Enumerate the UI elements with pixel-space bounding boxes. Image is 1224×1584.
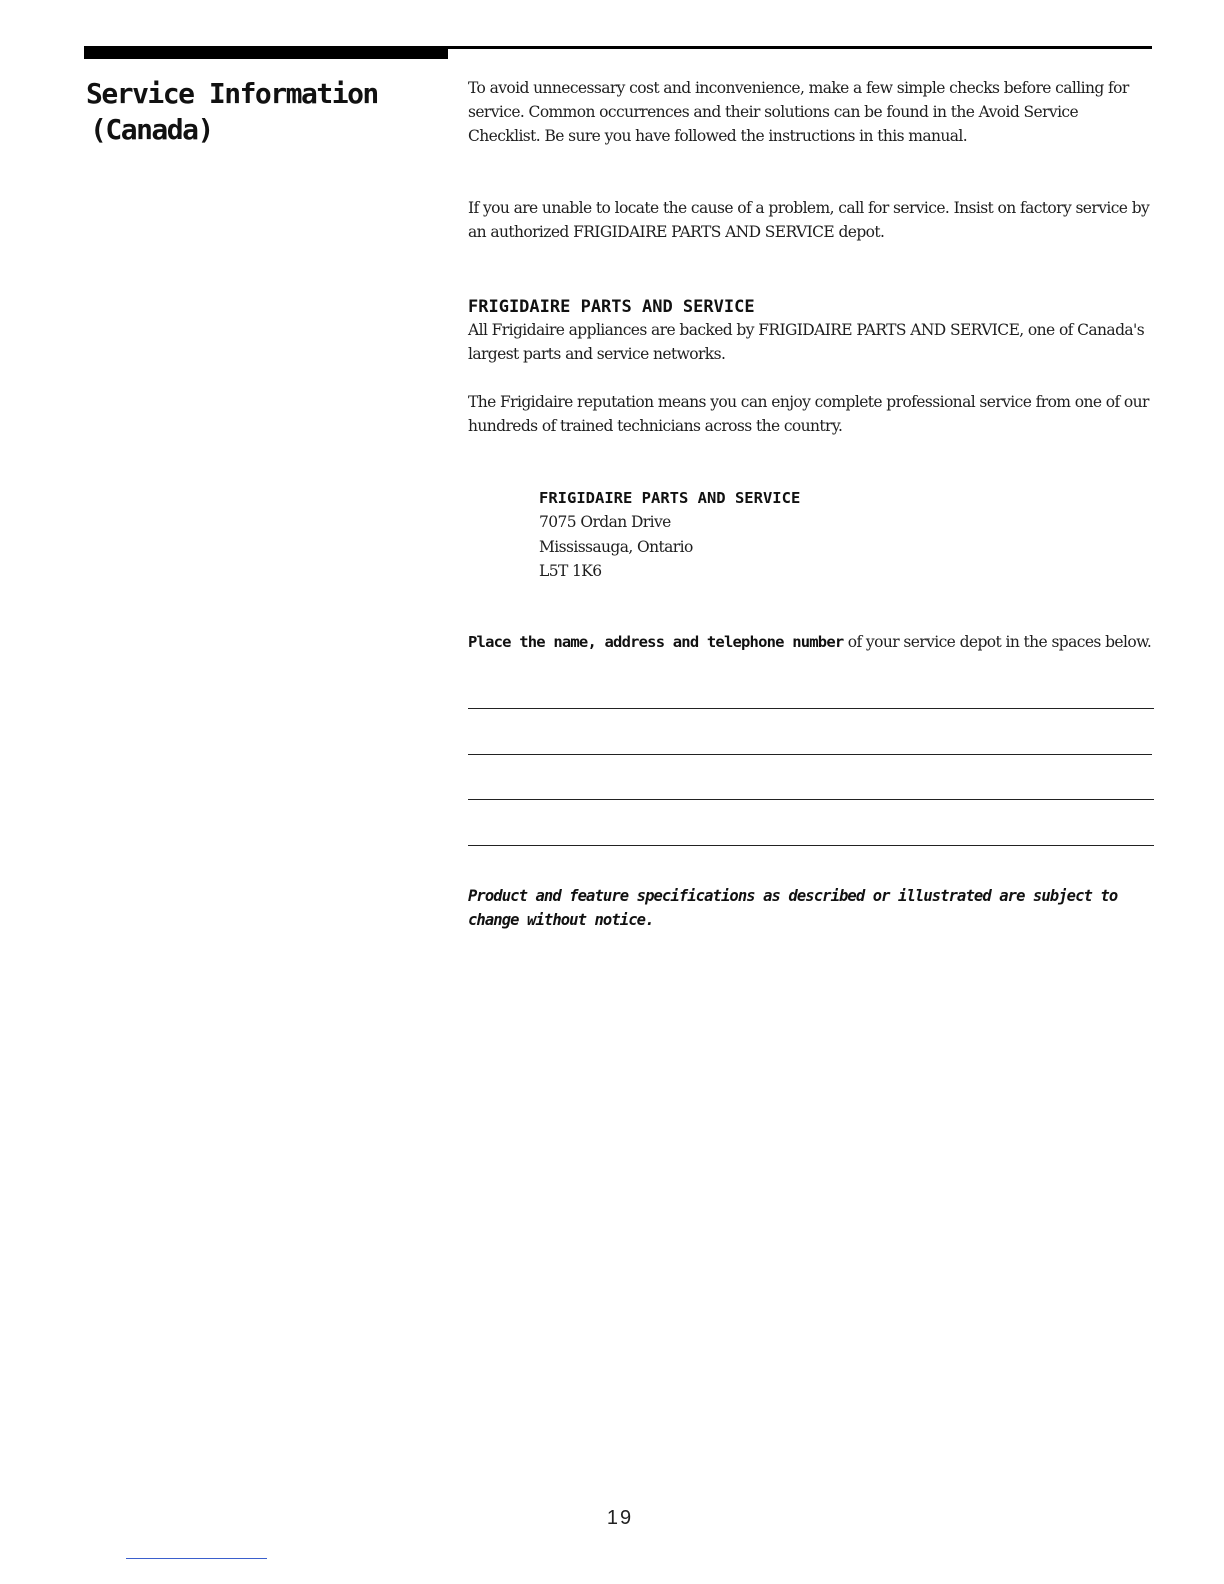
parts-service-paragraph: All Frigidaire appliances are backed by FRIGIDAIRE PARTS AND SERVICE, one of Canada's largest parts and service networks. xyxy=(468,321,1145,363)
specifications-disclaimer: Product and feature specifications as described or illustrated are subject to change without notice. xyxy=(468,887,1118,929)
page-title xyxy=(86,76,426,148)
fill-in-line-1 xyxy=(468,708,1154,709)
fill-in-line-2 xyxy=(468,754,1152,755)
address-city: Mississauga, Ontario xyxy=(539,537,693,556)
address-street: 7075 Ordan Drive xyxy=(539,513,671,531)
address-company-name: FRIGIDAIRE PARTS AND SERVICE xyxy=(539,489,801,507)
depot-instructions-rest: of your service depot in the spaces below. xyxy=(843,633,1152,651)
page-title-line2: (Canada) xyxy=(90,113,213,146)
header-rule-thin xyxy=(448,46,1152,49)
parts-service-heading: FRIGIDAIRE PARTS AND SERVICE xyxy=(468,297,755,317)
page-title-line1: Service Information xyxy=(86,77,378,110)
depot-instructions-bold: Place the name, address and telephone number xyxy=(468,633,844,651)
intro-paragraph: To avoid unnecessary cost and inconvenience, make a few simple checks before calling for service. Common occurrences and their solutions can be found in the Avoid Service Checklist. Be sure you have followed the instructions in this manual. xyxy=(468,79,1129,145)
reputation-paragraph: The Frigidaire reputation means you can enjoy complete professional service from one of our hundreds of trained technicians across the country. xyxy=(468,393,1149,435)
address-postal-code: L5T 1K6 xyxy=(539,562,602,580)
page-number: 19 xyxy=(606,1507,634,1529)
footer-link-underline xyxy=(126,1558,267,1559)
fill-in-line-3 xyxy=(468,799,1154,800)
service-address-block xyxy=(539,486,1039,584)
service-call-paragraph: If you are unable to locate the cause of a problem, call for service. Insist on factory service by an authorized FRIGIDAIRE PARTS AND SERVICE depot. xyxy=(468,199,1150,241)
header-rule-thick xyxy=(84,46,448,59)
fill-in-line-4 xyxy=(468,845,1154,846)
depot-instructions xyxy=(468,630,1152,654)
